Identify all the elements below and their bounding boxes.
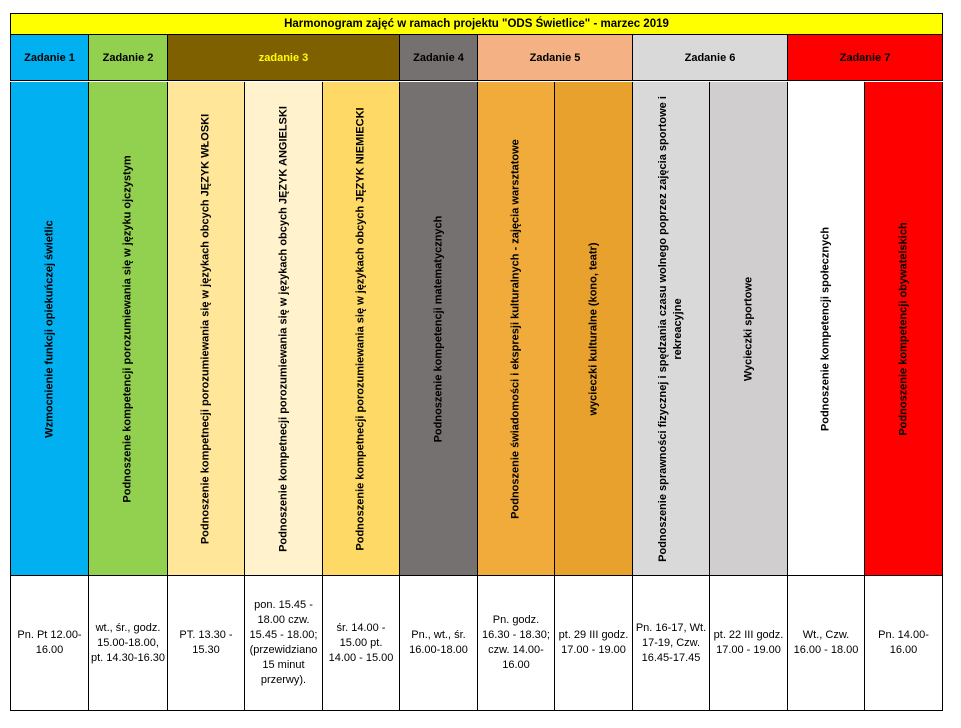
activity-cell-6 <box>400 82 478 575</box>
activity-cell-10 <box>710 82 788 575</box>
schedule-cell-1: Pn. Pt 12.00-16.00 <box>10 575 89 711</box>
activity-cell-11 <box>788 82 865 575</box>
activity-cell-8 <box>555 82 633 575</box>
schedule-table <box>10 13 943 711</box>
activity-cell-2 <box>89 82 168 575</box>
activity-cell-4 <box>245 82 323 575</box>
task-header-3: zadanie 3 <box>168 35 400 81</box>
schedule-cell-8: pt. 29 III godz. 17.00 - 19.00 <box>555 575 633 711</box>
schedule-cell-12: Pn. 14.00-16.00 <box>865 575 943 711</box>
activity-name: Podnoszenie kompetnecji porozumiewania się w językach obcych JĘZYK WŁOSKI <box>199 113 212 544</box>
schedule-cell-2: wt., śr., godz. 15.00-18.00, pt. 14.30-16.30 <box>89 575 168 711</box>
schedule-cell-10: pt. 22 III godz. 17.00 - 19.00 <box>710 575 788 711</box>
schedule-cell-5: śr. 14.00 - 15.00 pt. 14.00 - 15.00 <box>323 575 400 711</box>
schedule-cell-7: Pn. godz. 16.30 - 18.30; czw. 14.00-16.00 <box>478 575 555 711</box>
task-header-5: Zadanie 5 <box>478 35 633 81</box>
activity-name: Podnoszenie kompetencji porozumiewania się w języku ojczystym <box>121 154 134 503</box>
activity-cell-9 <box>633 82 710 575</box>
activity-name: Podnoszenie kompetencji społecznych <box>819 226 832 431</box>
activity-cell-12 <box>865 82 943 575</box>
schedule-cell-11: Wt., Czw. 16.00 - 18.00 <box>788 575 865 711</box>
activity-name: Podnoszenie kompetnecji porozumiewania się w językach obcych JĘZYK ANGIELSKI <box>277 105 289 552</box>
activity-cell-1 <box>10 82 89 575</box>
schedule-cell-3: PT. 13.30 - 15.30 <box>168 575 245 711</box>
activity-name: Wycieczki sportowe <box>742 276 754 381</box>
activity-name: Podnoszenie sprawności fizycznej i spędzania czasu wolnego poprzez zajęcia sportowe i rekreacyjne <box>657 95 684 562</box>
activity-cell-3 <box>168 82 245 575</box>
schedule-cell-6: Pn., wt., śr. 16.00-18.00 <box>400 575 478 711</box>
task-header-1: Zadanie 1 <box>10 35 89 81</box>
task-header-2: Zadanie 2 <box>89 35 168 81</box>
activity-cell-7 <box>478 82 555 575</box>
activity-name: Podnoszenie kompetencji matematycznych <box>432 215 444 442</box>
activity-name: Podnoszenie kompetencji obywatelskich <box>897 221 909 436</box>
activity-cell-5 <box>323 82 400 575</box>
activity-name: Podnoszenie świadomości i ekspresji kulturalnych - zajęcia warsztatowe <box>509 138 522 519</box>
task-header-6: Zadanie 6 <box>633 35 788 81</box>
task-header-4: Zadanie 4 <box>400 35 478 81</box>
activity-name: Wzmocnienie funkcji opiekuńczej świetlic <box>43 219 55 438</box>
activity-name: wycieczki kulturalne (kono, teatr) <box>587 242 599 415</box>
table-title: Harmonogram zajęć w ramach projektu "ODS Świetlice" - marzec 2019 <box>10 13 943 35</box>
activity-name: Podnoszenie kompetnecji porozumiewania się w językach obcych JĘZYK NIEMIECKI <box>354 106 367 551</box>
schedule-cell-4: pon. 15.45 - 18.00 czw. 15.45 - 18.00; (przewidziano 15 minut przerwy). <box>245 575 323 711</box>
task-header-7: Zadanie 7 <box>788 35 943 81</box>
schedule-cell-9: Pn. 16-17, Wt. 17-19, Czw. 16.45-17.45 <box>633 575 710 711</box>
